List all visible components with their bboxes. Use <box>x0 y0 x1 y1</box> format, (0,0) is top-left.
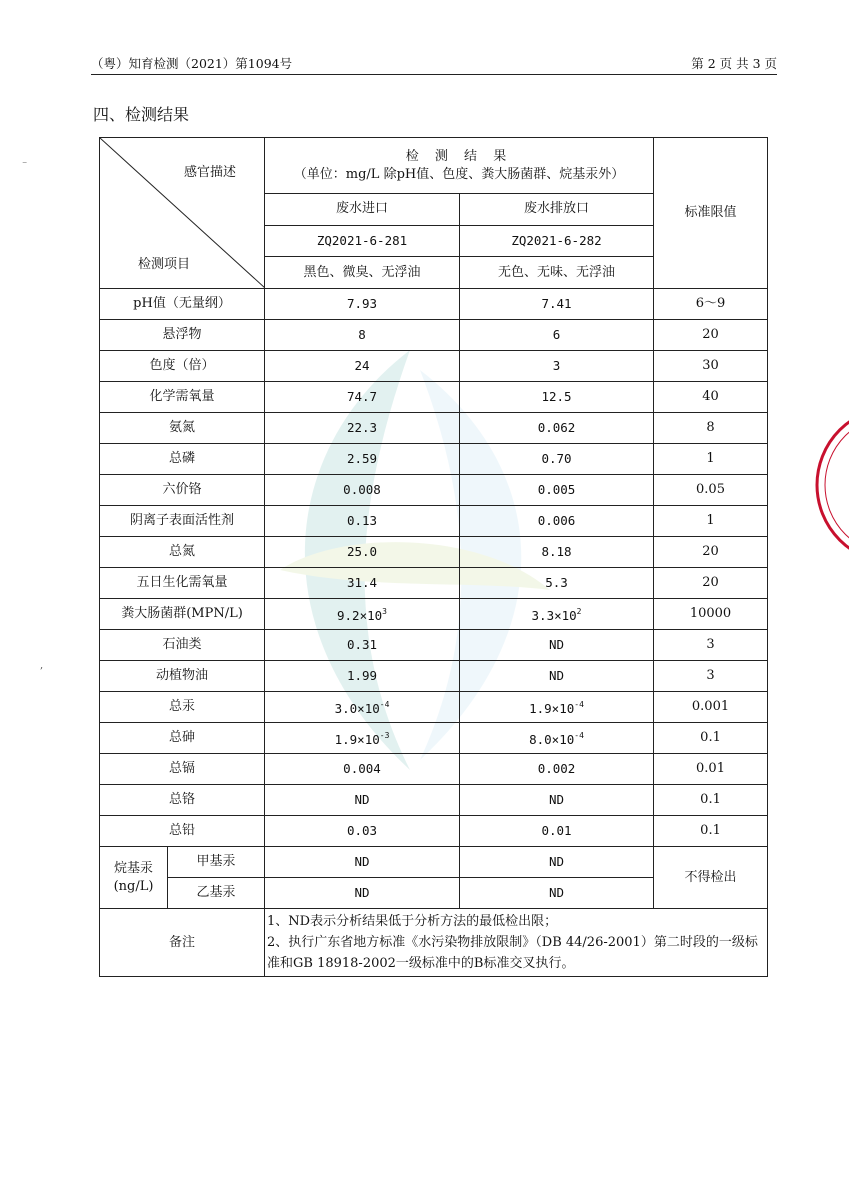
limit-value: 0.05 <box>654 475 768 506</box>
limit-value: 10000 <box>654 599 768 630</box>
table-row <box>100 444 768 475</box>
alkyl-unit-label: (ng/L) <box>113 878 154 894</box>
inlet-value: 31.4 <box>265 568 460 599</box>
table-row <box>100 475 768 506</box>
table-row <box>100 785 768 816</box>
alkyl-group-label: 烷基汞 <box>113 860 153 876</box>
outlet-value: 0.70 <box>460 444 654 475</box>
item-name: 悬浮物 <box>100 320 265 351</box>
item-name: 总砷 <box>100 723 265 754</box>
limit-value: 20 <box>654 568 768 599</box>
inlet-value: ND <box>265 785 460 816</box>
table-row <box>100 754 768 785</box>
item-name: pH值（无量纲） <box>100 289 265 320</box>
red-seal-stamp <box>800 395 849 575</box>
outlet-value: 0.01 <box>460 816 654 847</box>
exponent: -4 <box>379 700 390 709</box>
limit-value: 30 <box>654 351 768 382</box>
inlet-value: ND <box>265 878 460 909</box>
exponent: 3 <box>382 607 387 616</box>
limit-value: 40 <box>654 382 768 413</box>
inlet-value: 0.008 <box>265 475 460 506</box>
item-label: 检测项目 <box>138 257 191 272</box>
exponent: -4 <box>574 731 584 740</box>
outlet-value: 0.005 <box>460 475 654 506</box>
sample-sensory: 无色、无味、无浮油 <box>460 257 654 289</box>
remarks-content <box>265 909 768 977</box>
sample-name: 废水排放口 <box>460 194 654 226</box>
table-row <box>100 816 768 847</box>
outlet-value: $8.0\times 10^{-4}$ <box>460 723 654 754</box>
page-header <box>91 52 777 75</box>
inlet-value: 0.004 <box>265 754 460 785</box>
limit-value: 0.1 <box>654 785 768 816</box>
limit-value: 0.1 <box>654 723 768 754</box>
table-row <box>100 289 768 320</box>
exponent: -3 <box>379 731 390 740</box>
margin-mark: , <box>40 660 44 671</box>
inlet-value: 8 <box>265 320 460 351</box>
item-name: 五日生化需氧量 <box>100 568 265 599</box>
limit-value: 0.01 <box>654 754 768 785</box>
sample-code: ZQ2021-6-282 <box>460 225 654 257</box>
table-row <box>100 630 768 661</box>
limit-value: 不得检出 <box>654 847 768 909</box>
sensory-label: 感官描述 <box>183 165 236 180</box>
outlet-value: ND <box>460 878 654 909</box>
table-row <box>100 568 768 599</box>
limit-value: 20 <box>654 537 768 568</box>
item-name: 总汞 <box>100 692 265 723</box>
margin-mark: ⁻ <box>22 160 28 171</box>
inlet-value: $3.0\times 10^{-4}$ <box>265 692 460 723</box>
inlet-value: ND <box>265 847 460 878</box>
outlet-value: 0.062 <box>460 413 654 444</box>
unit-note: （单位：mg/L 除pH值、色度、粪大肠菌群、烷基汞外） <box>293 166 625 182</box>
outlet-value: 8.18 <box>460 537 654 568</box>
limit-value: 1 <box>654 506 768 537</box>
inlet-value: 0.13 <box>265 506 460 537</box>
inlet-value: $1.9\times 10^{-3}$ <box>265 723 460 754</box>
table-row <box>100 537 768 568</box>
item-name: 总磷 <box>100 444 265 475</box>
inlet-value: 7.93 <box>265 289 460 320</box>
results-table <box>99 137 768 977</box>
remark-line: 1、ND表示分析结果低于分析方法的最低检出限； <box>267 914 558 929</box>
limit-value: 6～9 <box>654 289 768 320</box>
exponent: 2 <box>576 607 582 616</box>
limit-value: 20 <box>654 320 768 351</box>
item-name: 氨氮 <box>100 413 265 444</box>
inlet-value: 0.03 <box>265 816 460 847</box>
section-title: 四、检测结果 <box>93 105 190 124</box>
item-name: 总铅 <box>100 816 265 847</box>
outlet-value: $3.3\times 10^2$ <box>460 599 654 630</box>
outlet-value: 0.006 <box>460 506 654 537</box>
item-name: 总镉 <box>100 754 265 785</box>
limit-value: 3 <box>654 630 768 661</box>
outlet-value: 5.3 <box>460 568 654 599</box>
item-name: 阴离子表面活性剂 <box>100 506 265 537</box>
table-row <box>100 320 768 351</box>
outlet-value: ND <box>460 785 654 816</box>
table-row <box>100 692 768 723</box>
inlet-value: 0.31 <box>265 630 460 661</box>
outlet-value: ND <box>460 630 654 661</box>
sample-name: 废水进口 <box>265 194 460 226</box>
sample-code: ZQ2021-6-281 <box>265 225 460 257</box>
item-name: 甲基汞 <box>168 847 265 878</box>
corner-header-cell <box>100 138 265 289</box>
exponent: -4 <box>574 700 584 709</box>
inlet-value: 24 <box>265 351 460 382</box>
remark-line: 2、执行广东省地方标准《水污染物排放限制》（DB 44/26-2001）第二时段的一级标准和GB 18918-2002一级标准中的B标准交叉执行。 <box>267 935 758 971</box>
inlet-value: 22.3 <box>265 413 460 444</box>
data-rows <box>100 289 768 847</box>
outlet-value: ND <box>460 847 654 878</box>
outlet-value: 6 <box>460 320 654 351</box>
outlet-value: 7.41 <box>460 289 654 320</box>
table-row <box>100 599 768 630</box>
table-row <box>100 661 768 692</box>
limit-value: 0.001 <box>654 692 768 723</box>
outlet-value: 3 <box>460 351 654 382</box>
table-row <box>100 506 768 537</box>
limit-value: 0.1 <box>654 816 768 847</box>
table-row <box>100 351 768 382</box>
inlet-value: 74.7 <box>265 382 460 413</box>
item-name: 动植物油 <box>100 661 265 692</box>
item-name: 乙基汞 <box>168 878 265 909</box>
limit-header: 标准限值 <box>654 138 768 289</box>
limit-value: 3 <box>654 661 768 692</box>
limit-value: 8 <box>654 413 768 444</box>
alkyl-mercury-group <box>100 847 168 909</box>
page-number: 第 2 页 共 3 页 <box>691 56 777 71</box>
item-name: 化学需氧量 <box>100 382 265 413</box>
inlet-value: 2.59 <box>265 444 460 475</box>
table-row <box>100 723 768 754</box>
inlet-value: 25.0 <box>265 537 460 568</box>
limit-value: 1 <box>654 444 768 475</box>
sample-sensory: 黑色、微臭、无浮油 <box>265 257 460 289</box>
outlet-value: ND <box>460 661 654 692</box>
item-name: 六价铬 <box>100 475 265 506</box>
item-name: 粪大肠菌群(MPN/L) <box>100 599 265 630</box>
outlet-value: 0.002 <box>460 754 654 785</box>
item-name: 石油类 <box>100 630 265 661</box>
outlet-value: 12.5 <box>460 382 654 413</box>
outlet-value: $1.9\times 10^{-4}$ <box>460 692 654 723</box>
item-name: 总氮 <box>100 537 265 568</box>
remarks-label: 备注 <box>100 909 265 977</box>
report-number: （粤）知育检测（2021）第1094号 <box>91 56 293 71</box>
item-name: 色度（倍） <box>100 351 265 382</box>
inlet-value: 1.99 <box>265 661 460 692</box>
inlet-value: $9.2\times 10^3$ <box>265 599 460 630</box>
results-title: 检 测 结 果 <box>405 148 513 164</box>
item-name: 总铬 <box>100 785 265 816</box>
table-row <box>100 413 768 444</box>
table-row <box>100 382 768 413</box>
results-header <box>265 138 654 194</box>
